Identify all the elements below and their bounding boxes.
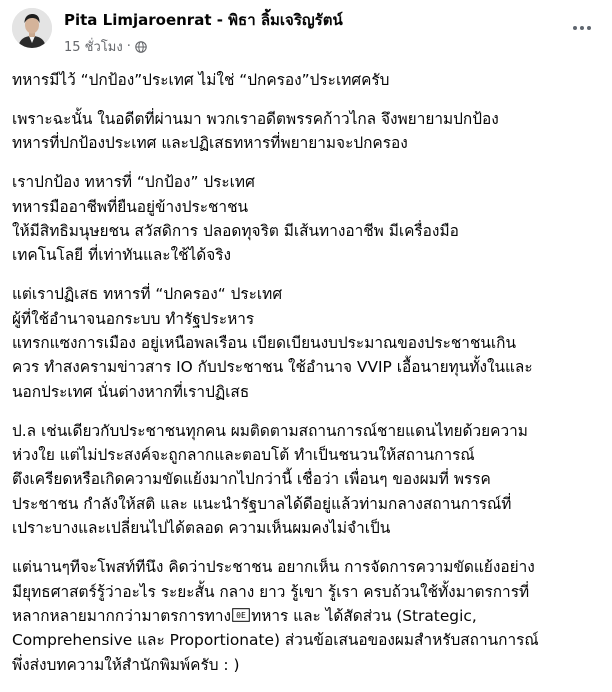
svg-text:0E: 0E <box>236 610 246 620</box>
post-text-line: ป.ล เช่นเดียวกับประชาชนทุกคน ผมติดตามสถานการณ์ชายแดนไทยด้วยความ <box>12 421 528 440</box>
post-body <box>12 68 604 692</box>
post-text-line: เราปกป้อง ทหารที่ “ปกป้อง” ประเทศ <box>12 173 255 192</box>
post-text-line: แทรกแซงการเมือง อยู่เหนือพลเรือน เบียดเบียนงบประมาณของประชาชนเกิน <box>12 334 517 353</box>
post-paragraph <box>12 555 604 677</box>
post-text-line: เทคโนโลยี ที่เท่าทันและใช้ได้จริง <box>12 246 232 265</box>
post-text-line: แต่เราปฏิเสธ ทหารที่ “ปกครอง“ ประเทศ <box>12 285 283 304</box>
globe-icon[interactable] <box>135 41 147 53</box>
post-text-segment: ทหาร และ ได้สัดส่วน (Strategic, <box>251 606 477 625</box>
post-text-line: Comprehensive และ Proportionate) ส่วนข้อเสนอของผมสำหรับสถานการณ์ <box>12 631 539 650</box>
post-text-line: เพราะฉะนั้น ในอดีตที่ผ่านมา พวกเราอดีตพรรคก้าวไกล จึงพยายามปกป้อง <box>12 109 499 128</box>
post-text-line: มียุทธศาสตร์รู้ว่าอะไร ระยะสั้น กลาง ยาว รู้เขา รู้เรา ครบถ้วนใช้ทั้งมาตรการที่ <box>12 582 530 601</box>
post-text-line: ให้มีสิทธิมนุษยชน สวัสดิการ ปลอดทุจริต มีเส้นทางอาชีพ มีเครื่องมือ <box>12 221 459 240</box>
post-text-line <box>12 604 604 628</box>
post-paragraph <box>12 170 604 268</box>
post-header <box>0 0 612 64</box>
avatar-photo <box>12 8 52 48</box>
post-paragraph <box>12 107 604 156</box>
post-text-line: ทหารมีไว้ “ปกป้อง”ประเทศ ไม่ใช่ “ปกครอง”ประเทศครับ <box>12 71 390 89</box>
post-text-line: พึ่งส่งบทความให้สำนักพิมพ์ครับ : ) <box>12 655 240 674</box>
post-text-segment: หลากหลายมากกว่ามาตรการทาง <box>12 606 232 625</box>
post-text-line: ผู้ที่ใช้อำนาจนอกระบบ ทำรัฐประหาร <box>12 309 255 328</box>
post-text-line: เปราะบางและเปลี่ยนไปได้ตลอด ความเห็นผมคงไม่จำเป็น <box>12 519 391 538</box>
post-paragraph <box>12 68 604 92</box>
missing-glyph-icon <box>232 608 250 622</box>
more-options-icon <box>572 25 592 31</box>
post-meta <box>64 36 147 57</box>
meta-separator: · <box>126 39 131 54</box>
post-text-line: แต่นานๆทีจะโพสท์ทีนึง คิดว่าประชาชน อยากเห็น การจัดการความขัดแย้งอย่าง <box>12 558 535 577</box>
post-text-line: ห่วงใย แต่ไม่ประสงค์จะถูกลากและตอบโต้ ทำเป็นชนวนให้สถานการณ์ <box>12 446 475 465</box>
avatar[interactable] <box>12 8 52 48</box>
more-options-button[interactable] <box>566 14 598 42</box>
post-text-line: นอกประเทศ นั่นต่างหากที่เราปฏิเสธ <box>12 382 250 401</box>
post-text-line: ทหารที่ปกป้องประเทศ และปฏิเสธทหารที่พยายามจะปกครอง <box>12 134 408 153</box>
post-text-line: ทหารมืออาชีพที่ยืนอยู่ข้างประชาชน <box>12 197 249 216</box>
post-text-line: ประชาชน กำลังให้สติ และ แนะนำรัฐบาลได้ดีอยู่แล้วท่ามกลางสถานการณ์ที่ <box>12 494 512 513</box>
post-paragraph <box>12 282 604 404</box>
post-text-line: ตึงเครียดหรือเกิดความขัดแย้งมากไปกว่านี้ เชื่อว่า เพื่อนๆ ของผมที่ พรรค <box>12 470 491 489</box>
post-author-name[interactable]: Pita Limjaroenrat - พิธา ลิ้มเจริญรัตน์ <box>64 11 343 29</box>
post-paragraph <box>12 419 604 541</box>
post-timestamp[interactable]: 15 ชั่วโมง <box>64 40 123 55</box>
post-text-line: ควร ทำสงครามข่าวสาร IO กับประชาชน ใช้อำนาจ VVIP เอื้อนายทุนทั้งในและ <box>12 358 533 377</box>
